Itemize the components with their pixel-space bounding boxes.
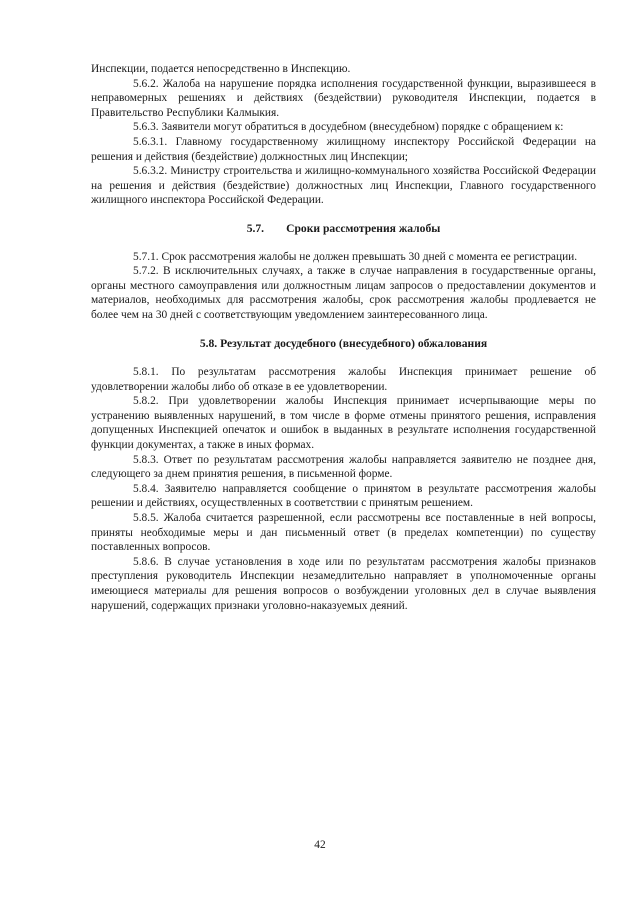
paragraph-5-6-3: 5.6.3. Заявители могут обратиться в досудебном (внесудебном) порядке с обращением к:: [133, 121, 564, 134]
paragraph-5-6-3-1: 5.6.3.1. Главному государственному жилищному инспектору Российской Федерации на решения и действия (бездействие) должностных лиц Инспекции;: [91, 135, 596, 163]
section-heading-5-8: 5.8. Результат досудебного (внесудебного) обжалования: [199, 336, 488, 350]
document-body: [91, 62, 596, 613]
paragraph-5-8-1: 5.8.1. По результатам рассмотрения жалобы Инспекция принимает решение об удовлетворении жалобы либо об отказе в ее удовлетворении.: [91, 366, 596, 393]
paragraph-5-8-5: 5.8.5. Жалоба считается разрешенной, если рассмотрены все поставленные в ней вопросы, приняты необходимые меры и дан письменный ответ (в пределах компетенции) по существу поставленных вопросов.: [91, 512, 596, 554]
paragraph-5-8-6: 5.8.6. В случае установления в ходе или по результатам рассмотрения жалобы признаков преступления руководитель Инспекции незамедлительно направляет в уполномоченные органы имеющиеся материалы для решения вопросов о возбуждении уголовных дел в случае выявления нарушений, содержащих признаки уголовно-наказуемых деяний.: [91, 555, 596, 612]
section-title-5-7: Сроки рассмотрения жалобы: [286, 221, 441, 235]
paragraph-5-6-3-2: 5.6.3.2. Министру строительства и жилищно-коммунального хозяйства Российской Федерации на решения и действия (бездействие) должностных лиц Инспекции, Главного государственного жилищного инспектора Российской Федерации.: [91, 165, 596, 207]
section-heading-5-7: [91, 222, 596, 237]
section-number-5-7: 5.7.: [246, 221, 265, 235]
paragraph-5-8-2: 5.8.2. При удовлетворении жалобы Инспекция принимает исчерпывающие меры по устранению выявленных нарушений, в том числе в форме отмены принятого решения, исправления допущенных Инспекцией опечаток и ошибок в выданных в результате исполнения государственной функции документах, а также в иных формах.: [91, 395, 596, 452]
paragraph-5-8-3: 5.8.3. Ответ по результатам рассмотрения жалобы направляется заявителю не позднее дня, следующего за днем принятия решения, в письменной форме.: [91, 453, 596, 481]
paragraph-5-7-2: 5.7.2. В исключительных случаях, а также в случае направления в государственные органы, органы местного самоуправления или должностным лицам запросов о предоставлении документов и материалов, необходимых для рассмотрения жалобы, срок рассмотрения жалобы продлевается не более чем на 30 дней с соответствующим уведомлением заинтересованного лица.: [91, 265, 596, 321]
paragraph-continuation: Инспекции, подается непосредственно в Инспекцию.: [91, 63, 351, 75]
paragraph-5-8-4: 5.8.4. Заявителю направляется сообщение о принятом в результате рассмотрения жалобы решении и действиях, осуществленных в соответствии с принятым решением.: [91, 482, 596, 510]
page-number: 42: [314, 839, 326, 851]
paragraph-5-7-1: 5.7.1. Срок рассмотрения жалобы не должен превышать 30 дней с момента ее регистрации.: [133, 250, 578, 263]
paragraph-5-6-2: 5.6.2. Жалоба на нарушение порядка исполнения государственной функции, выразившееся в неправомерных решениях и действиях (бездействии) руководителя Инспекции, подается в Правительство Республики Калмыкия.: [91, 77, 596, 119]
